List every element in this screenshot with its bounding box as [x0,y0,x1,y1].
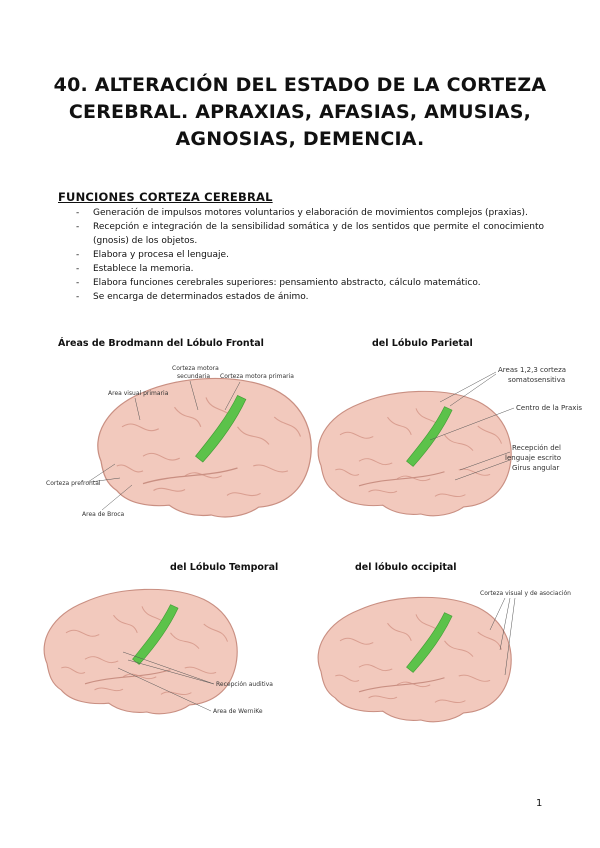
brain-frontal-illustration [40,360,310,530]
label-praxis: Centro de la Praxis [516,404,583,412]
title-line-2: CEREBRAL. APRAXIAS, AFASIAS, AMUSIAS, [68,101,532,123]
list-item: - Elabora y procesa el lenguaje. [58,248,544,262]
label-lenguaje-1: Recepción del [512,444,561,452]
brain-occipital-illustration [300,580,571,720]
label-motora-secundaria-2: secundaria [177,373,211,380]
label-prefrontal: Corteza prefrontal [46,480,101,487]
label-wernike: Area de WerniKe [213,708,263,715]
list-item: - Se encarga de determinados estados de ánimo. [58,290,544,304]
caption-parietal: del Lóbulo Parietal [372,338,473,349]
functions-list [58,206,544,304]
page-title [40,72,560,153]
list-item: - Generación de impulsos motores voluntarios y elaboración de movimientos complejos (praxias). [58,206,544,220]
label-lenguaje-3: Girus angular [512,464,560,472]
label-visual-asociacion: Corteza visual y de asociación [480,590,571,597]
page-number: 1 [536,798,543,809]
label-auditiva: Recepción auditiva [216,681,273,688]
figure-parietal [300,360,583,530]
label-somatosensitiva-2: somatosensitiva [508,376,566,384]
section-heading: FUNCIONES CORTEZA CEREBRAL [58,190,273,204]
title-line-3: AGNOSIAS, DEMENCIA. [175,128,425,150]
list-item: - Establece la memoria. [58,262,544,276]
label-broca: Area de Broca [82,511,125,518]
caption-occipital: del lóbulo occipital [355,562,457,573]
list-item: - Recepción e integración de la sensibilidad somática y de los sentidos que permite el conocimiento (gnosis) de los objetos. [58,220,544,248]
label-lenguaje-2: lenguaje escrito [505,454,561,462]
label-visual-primaria: Area visual primaria [108,390,169,397]
caption-frontal: Áreas de Brodmann del Lóbulo Frontal [58,338,264,349]
label-motora-primaria: Corteza motora primaria [220,373,294,380]
figure-frontal [40,360,310,530]
label-motora-secundaria-1: Corteza motora [172,365,219,372]
brain-parietal-illustration [300,360,583,530]
caption-temporal: del Lóbulo Temporal [170,562,279,573]
brain-temporal-illustration [28,580,298,720]
title-line-1: 40. ALTERACIÓN DEL ESTADO DE LA CORTEZA [53,74,547,96]
label-somatosensitiva-1: Areas 1,2,3 corteza [498,366,567,374]
list-item: - Elabora funciones cerebrales superiores: pensamiento abstracto, cálculo matemático. [58,276,544,290]
figure-occipital [300,580,571,720]
figure-temporal [28,580,298,720]
